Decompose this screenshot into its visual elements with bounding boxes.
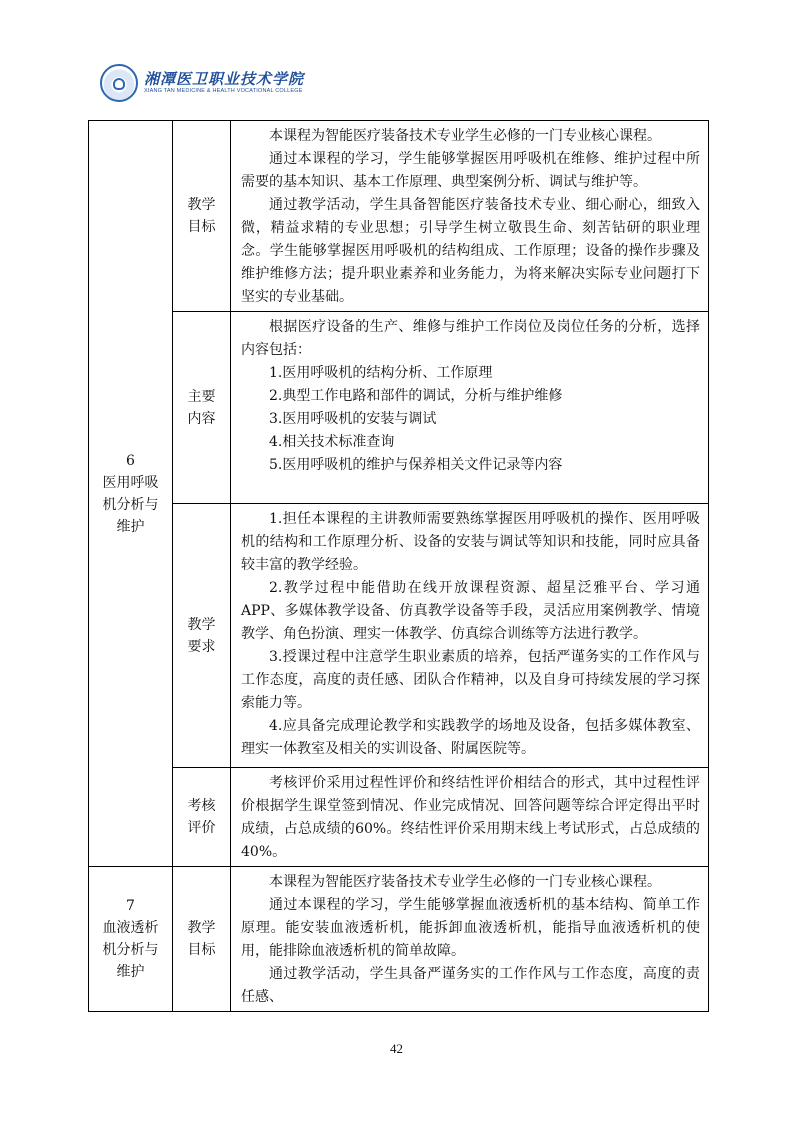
content-paragraph: 4.相关技术标准查询	[269, 434, 395, 450]
course-name-line: 维护	[116, 518, 145, 535]
college-logo-icon	[100, 64, 138, 102]
course-name-line: 机分析与	[102, 496, 159, 513]
content-paragraph: 2.教学过程中能借助在线开放课程资源、超星泛雅平台、学习通 APP、多媒体教学设备、仿真教学设备等手段，灵活应用案例教学、情境教学、角色扮演、理实一体教学、仿真综合训练等方法进行教学。	[241, 580, 700, 642]
section-content-cell	[231, 312, 709, 504]
content-paragraph: 3.医用呼吸机的安装与调试	[269, 411, 437, 427]
section-label-cell	[173, 121, 231, 312]
section-label-line: 教学	[187, 197, 216, 213]
course-number: 6	[126, 452, 135, 469]
section-label-line: 内容	[187, 410, 216, 427]
section-label-cell	[173, 312, 231, 504]
content-paragraph: 5.医用呼吸机的维护与保养相关文件记录等内容	[269, 457, 563, 473]
course-table	[88, 120, 709, 1012]
school-name-cn: 湘潭医卫职业技术学院	[144, 70, 305, 88]
school-name-en: XIANG TAN MEDICINE & HEALTH VOCATIONAL COLLEGE	[144, 88, 303, 94]
course-name-line: 机分析与	[102, 942, 159, 958]
table-row	[89, 504, 709, 768]
section-label-line: 目标	[187, 219, 216, 235]
content-paragraph: 3.授课过程中注意学生职业素质的培养，包括严谨务实的工作作风与工作态度，高度的责任感、团队合作精神，以及自身可持续发展的学习探索能力等。	[241, 649, 700, 711]
table-row	[89, 312, 709, 504]
section-content-cell	[231, 867, 709, 1012]
section-label-cell	[173, 867, 231, 1012]
section-label-cell	[173, 768, 231, 867]
course-name-line: 医用呼吸	[102, 474, 159, 491]
content-paragraph: 本课程为智能医疗装备技术专业学生必修的一门专业核心课程。	[269, 874, 661, 890]
page-number: 42	[390, 1041, 403, 1056]
course-name-line: 维护	[116, 964, 145, 980]
content-paragraph: 考核评价采用过程性评价和终结性评价相结合的形式，其中过程性评价根据学生课堂签到情况、作业完成情况、回答问题等综合评定得出平时成绩，占总成绩的60%。终结性评价采用期末线上考试形式，占总成绩的 40%。	[241, 775, 700, 860]
course-name-line: 血液透析	[102, 920, 159, 936]
content-paragraph: 1.担任本课程的主讲教师需要熟练掌握医用呼吸机的操作、医用呼吸机的结构和工作原理分析、设备的安装与调试等知识和技能，同时应具备较丰富的教学经验。	[241, 511, 700, 573]
section-content-cell	[231, 768, 709, 867]
content-paragraph: 根据医疗设备的生产、维修与维护工作岗位及岗位任务的分析，选择内容包括：	[241, 319, 700, 358]
page-header	[100, 62, 700, 106]
section-label-line: 考核	[187, 798, 216, 814]
content-paragraph: 2.典型工作电路和部件的调试，分析与维护维修	[269, 388, 563, 404]
content-paragraph: 本课程为智能医疗装备技术专业学生必修的一门专业核心课程。	[269, 128, 661, 144]
content-paragraph: 1.医用呼吸机的结构分析、工作原理	[269, 365, 493, 381]
course-name-cell	[89, 867, 173, 1012]
content-paragraph: 通过教学活动，学生具备智能医疗装备技术专业、细心耐心，细致入微，精益求精的专业思想；引导学生树立敬畏生命、刻苦钻研的职业理念。学生能够掌握医用呼吸机的结构组成、工作原理；设备的操作步骤及维护维修方法；提升职业素养和业务能力，为将来解决实际专业问题打下坚实的专业基础。	[241, 197, 700, 305]
section-label-line: 主要	[187, 388, 216, 405]
section-content-cell	[231, 504, 709, 768]
table-row	[89, 768, 709, 867]
section-label-line: 教学	[187, 920, 216, 936]
section-label-line: 目标	[187, 942, 216, 958]
content-paragraph: 通过本课程的学习，学生能够掌握医用呼吸机在维修、维护过程中所需要的基本知识、基本工作原理、典型案例分析、调试与维护等。	[241, 151, 700, 190]
course-number: 7	[126, 898, 135, 914]
section-label-line: 要求	[187, 638, 216, 655]
table-row	[89, 121, 709, 312]
section-content-cell	[231, 121, 709, 312]
section-label-line: 评价	[187, 820, 216, 836]
content-paragraph: 通过本课程的学习，学生能够掌握血液透析机的基本结构、简单工作原理。能安装血液透析机，能拆卸血液透析机，能指导血液透析机的使用，能排除血液透析机的简单故障。	[241, 897, 700, 959]
section-label-line: 教学	[187, 616, 216, 633]
content-paragraph: 通过教学活动，学生具备严谨务实的工作作风与工作态度，高度的责任感、	[241, 966, 700, 1005]
section-label-cell	[173, 504, 231, 768]
content-paragraph: 4.应具备完成理论教学和实践教学的场地及设备，包括多媒体教室、理实一体教室及相关的实训设备、附属医院等。	[241, 718, 700, 757]
table-row	[89, 867, 709, 1012]
course-name-cell	[89, 121, 173, 867]
